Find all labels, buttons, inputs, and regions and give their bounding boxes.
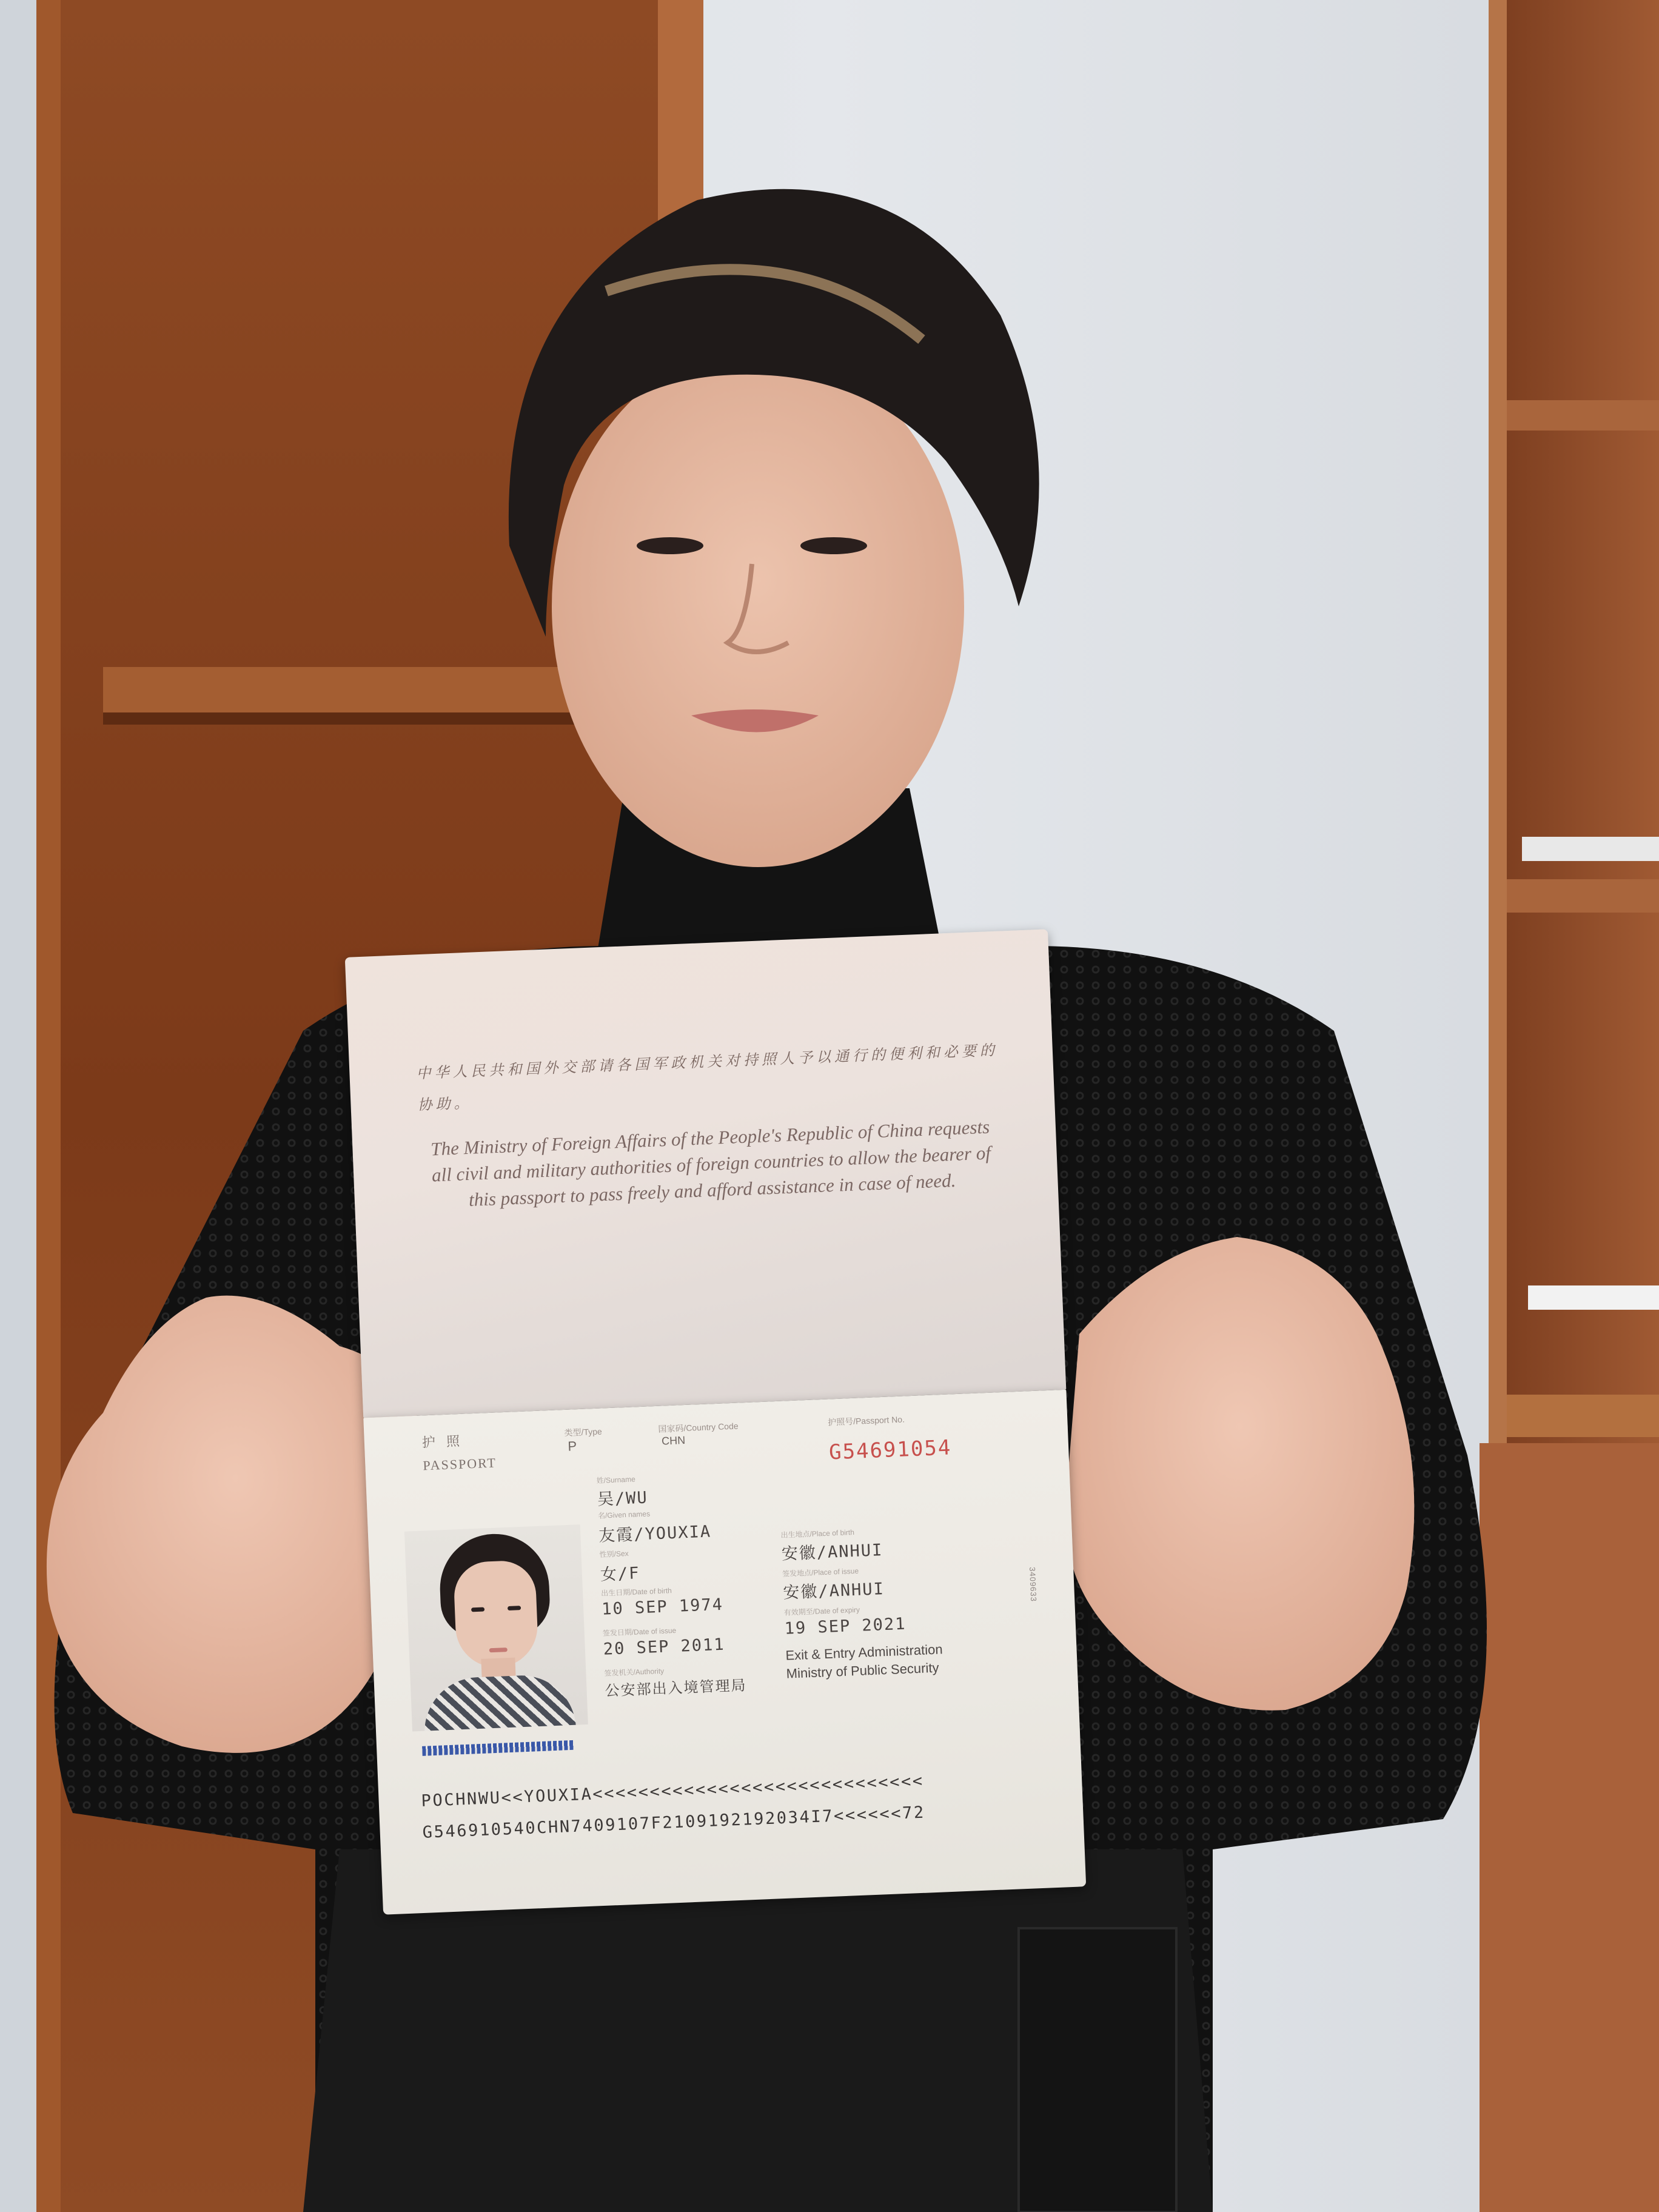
birth-date: 10 SEP 1974 (601, 1595, 724, 1619)
authority-en-line1: Exit & Entry Administration (785, 1641, 943, 1663)
type-value: P (567, 1438, 577, 1454)
holder-photo (404, 1524, 588, 1731)
passport (345, 929, 1086, 1914)
birth-date-label: 出生日期/Date of birth (600, 1586, 672, 1598)
mrz-line-1: POCHNWU<<YOUXIA<<<<<<<<<<<<<<<<<<<<<<<<<<<<< (421, 1771, 925, 1811)
country-code-value: CHN (661, 1434, 686, 1447)
country-code-label: 国家码/Country Code (658, 1421, 739, 1434)
passport-request-page (345, 929, 1067, 1418)
issue-place: 安徽/ANHUI (782, 1580, 885, 1603)
document-label-cn: 护 照 (421, 1433, 464, 1450)
right-bookshelf (1480, 0, 1659, 2212)
authority-label: 签发机关/Authority (604, 1666, 665, 1678)
chinese-request-text: 中华人民共和国外交部请各国军政机关对持照人予以通行的便利和必要的协助。 (415, 1041, 999, 1114)
issue-place-label: 签发地点/Place of issue (782, 1566, 859, 1578)
birth-place: 安徽/ANHUI (781, 1541, 883, 1564)
vertical-serial: 3409633 (1028, 1566, 1039, 1603)
authority-en-line2: Ministry of Public Security (786, 1660, 939, 1681)
sex: 女/F (600, 1564, 641, 1584)
surname: 吴/WU (597, 1488, 649, 1509)
face (552, 346, 964, 867)
passport-number: G54691054 (828, 1435, 953, 1465)
given-name: 友霞/YOUXIA (598, 1522, 712, 1546)
passport-data-page (363, 1390, 1086, 1915)
sex-label: 性别/Sex (599, 1549, 629, 1559)
type-label: 类型/Type (564, 1426, 603, 1438)
left-eye (637, 537, 703, 554)
issue-date: 20 SEP 2011 (603, 1635, 726, 1659)
right-eye (800, 537, 867, 554)
expiry-date: 19 SEP 2021 (784, 1614, 907, 1638)
surname-label: 姓/Surname (596, 1475, 635, 1485)
issue-date-label: 签发日期/Date of issue (602, 1626, 677, 1638)
skirt-pocket (1019, 1928, 1176, 2212)
wall-left-strip (0, 0, 36, 2212)
given-name-label: 名/Given names (597, 1509, 651, 1520)
document-label-en: PASSPORT (422, 1455, 497, 1473)
english-request-text: The Ministry of Foreign Affairs of the People's Republic of China requests all civil and military authorities of foreign countries to allow the bearer of this passport to pass freely and afford assistance in case of need. (430, 1116, 991, 1211)
birth-place-label: 出生地点/Place of birth (780, 1527, 855, 1540)
mrz-line-2: G546910540CHN7409107F2109192192034I7<<<<<<72 (422, 1803, 926, 1842)
passport-no-label: 护照号/Passport No. (827, 1414, 905, 1427)
photo-barcode (422, 1740, 574, 1756)
expiry-date-label: 有效期至/Date of expiry (783, 1605, 860, 1617)
authority-cn: 公安部出入境管理局 (605, 1677, 748, 1700)
